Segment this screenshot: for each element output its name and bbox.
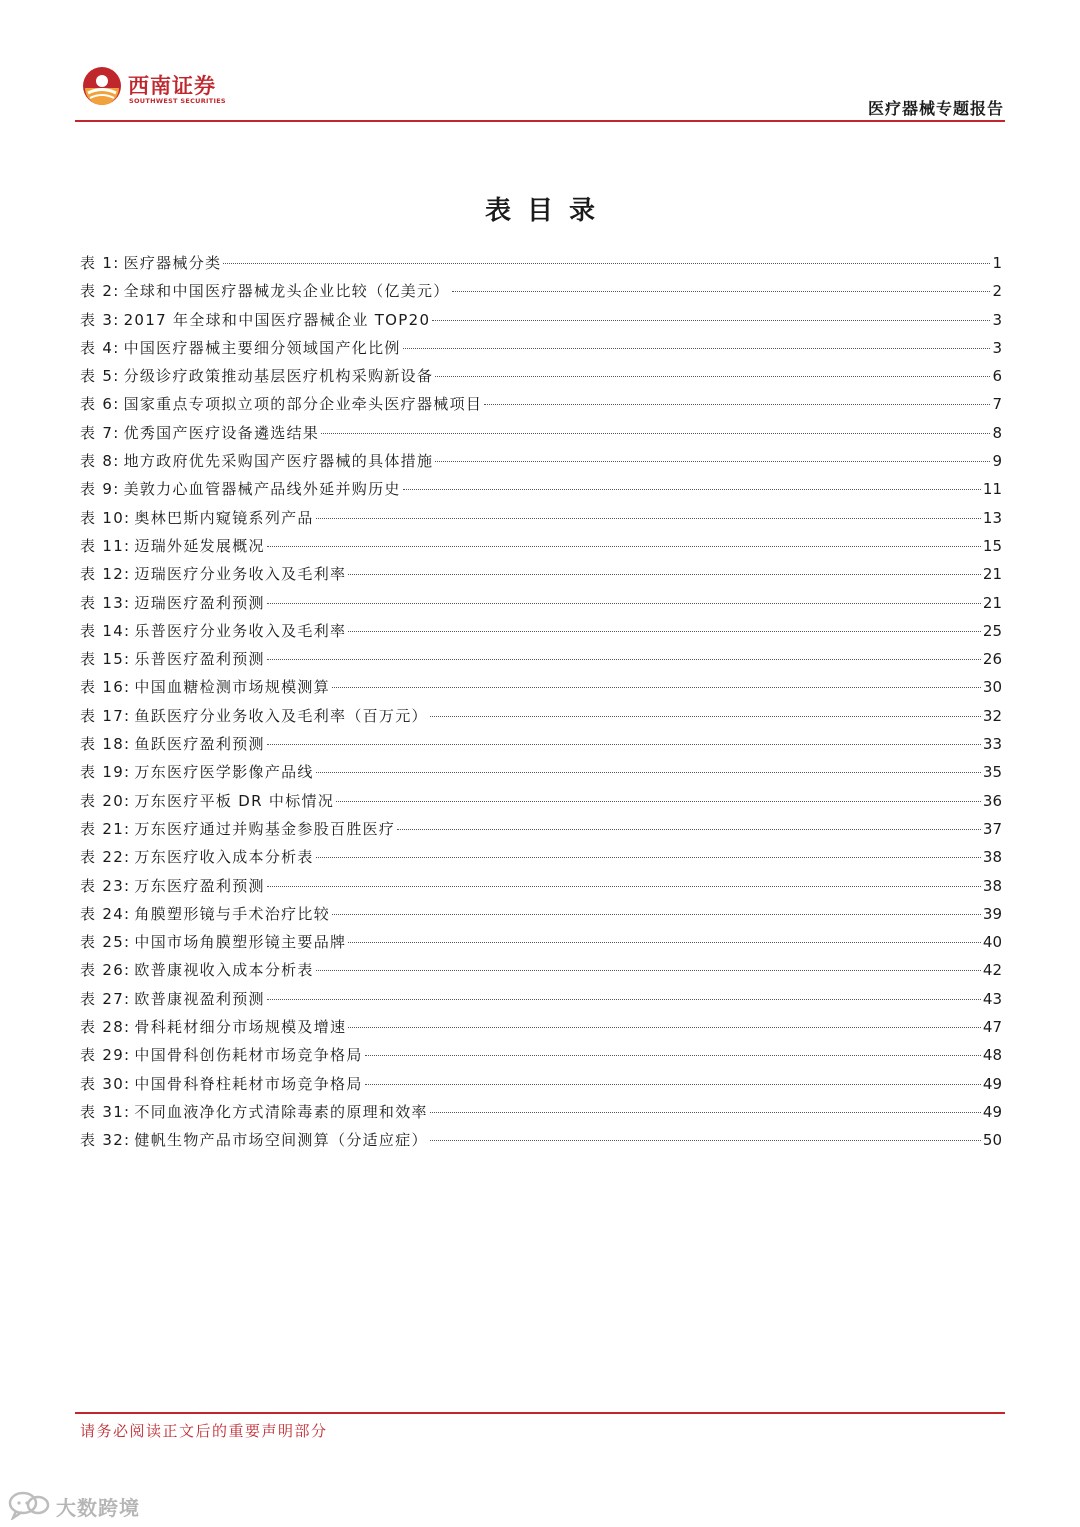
toc-entry-title: 万东医疗盈利预测: [134, 876, 265, 895]
toc-entry[interactable]: [80, 1044, 1002, 1072]
toc-entry-title: 欧普康视盈利预测: [134, 989, 265, 1008]
toc-entry-title: 不同血液净化方式清除毒素的原理和效率: [134, 1102, 428, 1121]
toc-entry-page: 21: [982, 565, 1002, 584]
toc-dot-leader: [267, 886, 981, 887]
toc-entry[interactable]: [80, 393, 1002, 421]
toc-entry[interactable]: [80, 988, 1002, 1016]
toc-entry-label: 表 25:: [80, 933, 131, 952]
toc-entry-page: 47: [982, 1018, 1002, 1037]
toc-entry-label: 表 26:: [80, 961, 131, 980]
toc-dot-leader: [432, 320, 990, 321]
toc-dot-leader: [332, 687, 981, 688]
toc-entry-title: 迈瑞外延发展概况: [134, 536, 265, 555]
toc-dot-leader: [430, 716, 981, 717]
toc-dot-leader: [435, 376, 990, 377]
toc-entry-page: 26: [982, 650, 1002, 669]
toc-entry-label: 表 12:: [80, 565, 131, 584]
toc-entry[interactable]: [80, 309, 1002, 337]
toc-entry[interactable]: [80, 818, 1002, 846]
toc-entry-page: 11: [982, 480, 1002, 499]
toc-entry-title: 鱼跃医疗盈利预测: [134, 735, 265, 754]
toc-entry-page: 39: [982, 904, 1002, 923]
toc-entry-label: 表 23:: [80, 876, 131, 895]
toc-entry-title: 健帆生物产品市场空间测算（分适应症）: [134, 1131, 428, 1150]
toc-entry[interactable]: [80, 1101, 1002, 1129]
toc-entry-title: 美敦力心血管器械产品线外延并购历史: [123, 480, 401, 499]
toc-entry-label: 表 27:: [80, 989, 131, 1008]
toc-entry-title: 中国血糖检测市场规模测算: [134, 678, 331, 697]
toc-dot-leader: [321, 433, 990, 434]
footer-disclaimer: 请务必阅读正文后的重要声明部分: [80, 1422, 328, 1440]
toc-entry[interactable]: [80, 676, 1002, 704]
toc-entry-page: 3: [992, 338, 1002, 357]
toc-entry-page: 50: [982, 1131, 1002, 1150]
toc-entry-label: 表 3:: [80, 310, 120, 329]
toc-dot-leader: [484, 404, 990, 405]
toc-entry-title: 万东医疗平板 DR 中标情况: [134, 791, 335, 810]
toc-entry-label: 表 6:: [80, 395, 120, 414]
toc-entry-label: 表 17:: [80, 706, 131, 725]
toc-entry-page: 30: [982, 678, 1002, 697]
toc-entry[interactable]: [80, 761, 1002, 789]
toc-entry[interactable]: [80, 422, 1002, 450]
toc-entry-label: 表 9:: [80, 480, 120, 499]
toc-entry-page: 2: [992, 282, 1002, 301]
toc-entry-label: 表 22:: [80, 848, 131, 867]
toc-entry-title: 鱼跃医疗分业务收入及毛利率（百万元）: [134, 706, 428, 725]
toc-entry-title: 中国市场角膜塑形镜主要品牌: [134, 933, 347, 952]
toc-dot-leader: [267, 999, 981, 1000]
toc-entry-title: 万东医疗收入成本分析表: [134, 848, 314, 867]
toc-entry[interactable]: [80, 450, 1002, 478]
toc-entry[interactable]: [80, 620, 1002, 648]
toc-dot-leader: [430, 1140, 981, 1141]
toc-entry[interactable]: [80, 337, 1002, 365]
toc-entry-label: 表 8:: [80, 452, 120, 471]
toc-entry[interactable]: [80, 1129, 1002, 1157]
toc-entry-label: 表 14:: [80, 621, 131, 640]
footer-divider: [75, 1412, 1005, 1414]
toc-entry-title: 分级诊疗政策推动基层医疗机构采购新设备: [123, 367, 434, 386]
toc-entry-page: 38: [982, 848, 1002, 867]
toc-dot-leader: [336, 801, 981, 802]
toc-entry-label: 表 28:: [80, 1018, 131, 1037]
toc-dot-leader: [267, 603, 981, 604]
toc-entry-label: 表 29:: [80, 1046, 131, 1065]
toc-entry-title: 角膜塑形镜与手术治疗比较: [134, 904, 331, 923]
toc-entry[interactable]: [80, 1016, 1002, 1044]
toc-dot-leader: [316, 970, 981, 971]
toc-entry[interactable]: [80, 252, 1002, 280]
toc-entry-label: 表 13:: [80, 593, 131, 612]
toc-dot-leader: [316, 772, 981, 773]
toc-entry[interactable]: [80, 903, 1002, 931]
toc-entry[interactable]: [80, 790, 1002, 818]
toc-entry-page: 37: [982, 819, 1002, 838]
toc-dot-leader: [348, 1027, 981, 1028]
watermark-text: 大数跨境: [56, 1496, 140, 1520]
toc-entry-page: 25: [982, 621, 1002, 640]
toc-entry-title: 乐普医疗分业务收入及毛利率: [134, 621, 347, 640]
toc-dot-leader: [316, 857, 981, 858]
toc-entry-label: 表 1:: [80, 254, 120, 272]
toc-entry-title: 万东医疗医学影像产品线: [134, 763, 314, 782]
toc-entry-page: 3: [992, 310, 1002, 329]
toc-entry[interactable]: [80, 931, 1002, 959]
toc-entry-page: 33: [982, 735, 1002, 754]
toc-dot-leader: [403, 348, 991, 349]
toc-entry-title: 医疗器械分类: [123, 254, 222, 272]
toc-entry-title: 乐普医疗盈利预测: [134, 650, 265, 669]
toc-entry-label: 表 5:: [80, 367, 120, 386]
toc-entry-page: 36: [982, 791, 1002, 810]
toc-entry[interactable]: [80, 846, 1002, 874]
toc-entry-page: 9: [992, 452, 1002, 471]
toc-entry-page: 32: [982, 706, 1002, 725]
toc-entry-page: 40: [982, 933, 1002, 952]
toc-entry-title: 迈瑞医疗分业务收入及毛利率: [134, 565, 347, 584]
toc-entry[interactable]: [80, 563, 1002, 591]
toc-entry-page: 15: [982, 536, 1002, 555]
toc-entry[interactable]: [80, 592, 1002, 620]
page-title: 表目录: [484, 196, 611, 226]
toc-entry-title: 全球和中国医疗器械龙头企业比较（亿美元）: [123, 282, 450, 301]
toc-entry-label: 表 15:: [80, 650, 131, 669]
toc-entry[interactable]: [80, 280, 1002, 308]
toc-entry-title: 中国医疗器械主要细分领域国产化比例: [123, 338, 401, 357]
toc-entry-label: 表 20:: [80, 791, 131, 810]
toc-entry-label: 表 11:: [80, 536, 131, 555]
toc-entry-title: 骨科耗材细分市场规模及增速: [134, 1018, 347, 1037]
toc-dot-leader: [365, 1084, 981, 1085]
toc-entry-label: 表 24:: [80, 904, 131, 923]
toc-dot-leader: [435, 461, 990, 462]
toc-entry[interactable]: [80, 705, 1002, 733]
toc-dot-leader: [452, 291, 991, 292]
toc-entry-title: 国家重点专项拟立项的部分企业牵头医疗器械项目: [123, 395, 483, 414]
toc-entry-title: 迈瑞医疗盈利预测: [134, 593, 265, 612]
chat-bubble-icon: [8, 1490, 50, 1520]
toc-dot-leader: [397, 829, 981, 830]
toc-entry-label: 表 4:: [80, 338, 120, 357]
toc-entry-title: 地方政府优先采购国产医疗器械的具体措施: [123, 452, 434, 471]
sun-logo-icon: [82, 66, 122, 106]
toc-entry-label: 表 16:: [80, 678, 131, 697]
toc-entry-page: 38: [982, 876, 1002, 895]
toc-entry[interactable]: [80, 507, 1002, 535]
toc-entry-page: 48: [982, 1046, 1002, 1065]
toc-entry-label: 表 30:: [80, 1074, 131, 1093]
toc-entry-page: 49: [982, 1102, 1002, 1121]
toc-entry-title: 中国骨科脊柱耗材市场竞争格局: [134, 1074, 363, 1093]
toc-dot-leader: [267, 744, 981, 745]
toc-dot-leader: [403, 489, 981, 490]
toc-entry-page: 8: [992, 423, 1002, 442]
toc-entry[interactable]: [80, 478, 1002, 506]
toc-entry-title: 优秀国产医疗设备遴选结果: [123, 423, 320, 442]
toc-entry-page: 21: [982, 593, 1002, 612]
toc-dot-leader: [316, 518, 981, 519]
toc-entry-label: 表 32:: [80, 1131, 131, 1150]
logo-chinese-name: 西南证券: [128, 73, 216, 98]
toc-entry[interactable]: [80, 959, 1002, 987]
company-logo: [82, 66, 226, 112]
toc-entry[interactable]: [80, 875, 1002, 903]
toc-entry-page: 35: [982, 763, 1002, 782]
toc-entry-label: 表 18:: [80, 735, 131, 754]
toc-dot-leader: [332, 914, 981, 915]
toc-entry[interactable]: [80, 648, 1002, 676]
report-type: 医疗器械专题报告: [867, 99, 1004, 118]
toc-entry-page: 43: [982, 989, 1002, 1008]
toc-dot-leader: [348, 631, 981, 632]
toc-entry[interactable]: [80, 1073, 1002, 1101]
toc-entry[interactable]: [80, 535, 1002, 563]
toc-entry-page: 1: [992, 254, 1002, 272]
toc-entry-label: 表 10:: [80, 508, 131, 527]
toc-entry-label: 表 31:: [80, 1102, 131, 1121]
toc-dot-leader: [267, 659, 981, 660]
toc-entry-title: 奥林巴斯内窥镜系列产品: [134, 508, 314, 527]
table-of-tables: [80, 252, 1002, 1158]
toc-entry-page: 7: [992, 395, 1002, 414]
toc-entry-title: 2017 年全球和中国医疗器械企业 TOP20: [123, 310, 431, 329]
toc-dot-leader: [348, 574, 981, 575]
toc-entry-title: 万东医疗通过并购基金参股百胜医疗: [134, 819, 396, 838]
logo-english-name: SOUTHWEST SECURITIES: [129, 97, 226, 105]
page-header: [0, 0, 1080, 125]
toc-entry-page: 49: [982, 1074, 1002, 1093]
toc-entry-page: 6: [992, 367, 1002, 386]
toc-dot-leader: [223, 263, 990, 264]
toc-entry[interactable]: [80, 733, 1002, 761]
toc-entry-label: 表 21:: [80, 819, 131, 838]
toc-entry-page: 13: [982, 508, 1002, 527]
toc-entry-page: 42: [982, 961, 1002, 980]
header-divider: [75, 120, 1005, 122]
toc-entry-label: 表 7:: [80, 423, 120, 442]
toc-dot-leader: [430, 1112, 981, 1113]
toc-entry-label: 表 19:: [80, 763, 131, 782]
toc-dot-leader: [348, 942, 981, 943]
toc-entry-label: 表 2:: [80, 282, 120, 301]
toc-entry-title: 中国骨科创伤耗材市场竞争格局: [134, 1046, 363, 1065]
toc-entry[interactable]: [80, 365, 1002, 393]
toc-dot-leader: [365, 1055, 981, 1056]
toc-entry-title: 欧普康视收入成本分析表: [134, 961, 314, 980]
toc-dot-leader: [267, 546, 981, 547]
